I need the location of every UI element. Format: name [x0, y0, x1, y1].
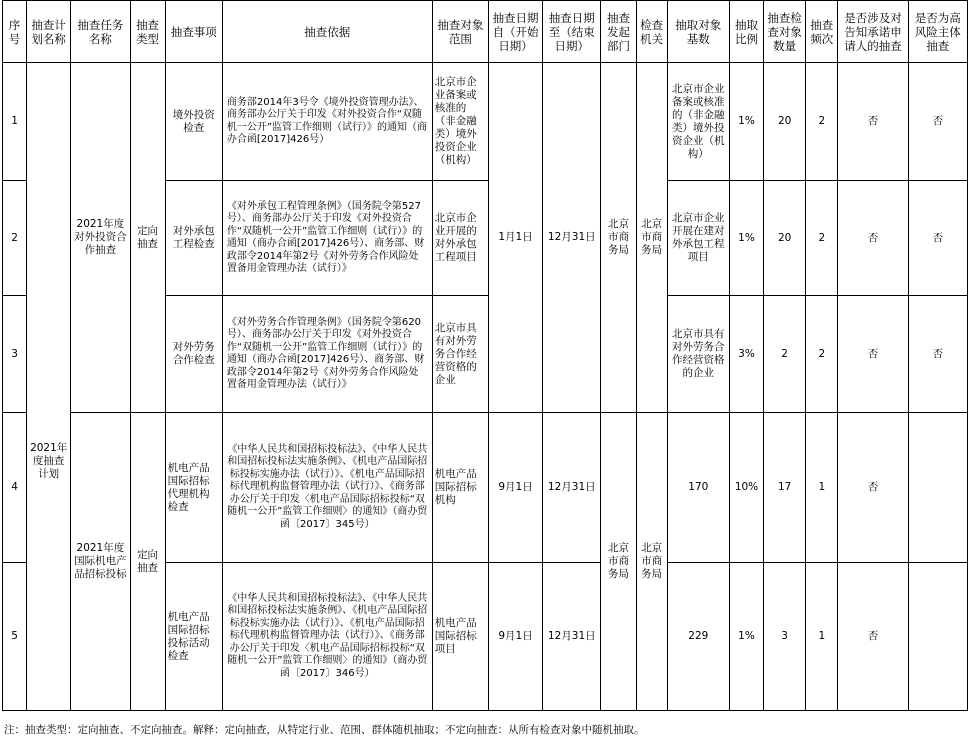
cell-type: 定向抽查 — [130, 413, 165, 711]
cell-promise: 否 — [838, 296, 908, 413]
cell-ratio: 1% — [729, 181, 763, 296]
cell-base: 170 — [667, 413, 729, 563]
table-row — [3, 413, 968, 563]
cell-risk: 否 — [908, 296, 967, 413]
cell-count: 17 — [764, 413, 806, 563]
cell-promise: 否 — [838, 181, 908, 296]
cell-date-to: 12月31日 — [543, 63, 601, 413]
cell-freq: 1 — [806, 563, 838, 711]
cell-basis: 商务部2014年3号令《境外投资管理办法》、商务部办公厅关于印发《对外投资合作“双随机一公开”监管工作细则（试行）》的通知（商办合函[2017]426号） — [222, 63, 432, 181]
header-risk: 是否为高风险主体抽查 — [908, 1, 967, 63]
cell-date-to: 12月31日 — [543, 413, 601, 563]
cell-base: 北京市企业备案或核准的（非金融类）境外投资企业（机构） — [667, 63, 729, 181]
cell-scope: 北京市企业备案或核准的（非金融类）境外投资企业（机构） — [432, 63, 488, 181]
cell-promise: 否 — [838, 413, 908, 563]
header-date-to: 抽查日期至（结束日期） — [543, 1, 601, 63]
cell-ratio: 1% — [729, 63, 763, 181]
cell-seq: 1 — [3, 63, 27, 181]
cell-scope: 北京市具有对外劳务合作经营资格的企业 — [432, 296, 488, 413]
cell-promise: 否 — [838, 563, 908, 711]
cell-count: 2 — [764, 296, 806, 413]
cell-task-name: 2021年度国际机电产品招标投标 — [71, 413, 130, 711]
cell-item: 境外投资检查 — [165, 63, 222, 181]
cell-type: 定向抽查 — [130, 63, 165, 413]
cell-seq: 4 — [3, 413, 27, 563]
cell-count: 20 — [764, 181, 806, 296]
cell-date-from: 1月1日 — [488, 63, 542, 413]
cell-dept: 北京市商务局 — [601, 63, 636, 413]
header-basis: 抽查依据 — [222, 1, 432, 63]
header-base: 抽取对象基数 — [667, 1, 729, 63]
cell-count: 20 — [764, 63, 806, 181]
header-promise: 是否涉及对告知承诺申请人的抽查 — [838, 1, 908, 63]
cell-seq: 2 — [3, 181, 27, 296]
cell-dept: 北京市商务局 — [601, 413, 636, 711]
cell-base: 北京市具有对外劳务合作经营资格的企业 — [667, 296, 729, 413]
cell-count: 3 — [764, 563, 806, 711]
header-count: 抽查检查对象数量 — [764, 1, 806, 63]
cell-ratio: 10% — [729, 413, 763, 563]
cell-base: 北京市企业开展在建对外承包工程项目 — [667, 181, 729, 296]
cell-plan-name: 2021年度抽查计划 — [27, 63, 71, 711]
header-type: 抽查类型 — [130, 1, 165, 63]
header-plan-name: 抽查计划名称 — [27, 1, 71, 63]
cell-seq: 3 — [3, 296, 27, 413]
cell-risk: 否 — [908, 181, 967, 296]
cell-item: 对外劳务合作检查 — [165, 296, 222, 413]
cell-organ: 北京市商务局 — [636, 63, 667, 413]
cell-risk — [908, 413, 967, 563]
cell-basis: 《中华人民共和国招标投标法》、《中华人民共和国招标投标法实施条例》、《机电产品国际招标投标实施办法（试行）》、《机电产品国际招标代理机构监督管理办法（试行）》、《商务部办公厅关于印发〈机电产品国际招标投标“双随机一公开”监管工作细则〉的通知》（商办贸函〔2017〕345号） — [222, 413, 432, 563]
cell-item: 机电产品国际招标投标活动检查 — [165, 563, 222, 711]
cell-freq: 2 — [806, 181, 838, 296]
cell-freq: 1 — [806, 413, 838, 563]
cell-ratio: 3% — [729, 296, 763, 413]
inspection-plan-table — [2, 0, 968, 711]
cell-date-to: 12月31日 — [543, 563, 601, 711]
header-seq: 序号 — [3, 1, 27, 63]
cell-freq: 2 — [806, 296, 838, 413]
cell-risk — [908, 563, 967, 711]
cell-basis: 《对外劳务合作管理条例》（国务院令第620号）、商务部办公厅关于印发《对外投资合作“双随机一公开”监管工作细则（试行）》的通知（商办合函[2017]426号）、商务部、财政部令2014年第2号《对外劳务合作风险处置备用金管理办法（试行）》 — [222, 296, 432, 413]
header-item: 抽查事项 — [165, 1, 222, 63]
header-task-name: 抽查任务名称 — [71, 1, 130, 63]
cell-item: 机电产品国际招标代理机构检查 — [165, 413, 222, 563]
cell-basis: 《中华人民共和国招标投标法》、《中华人民共和国招标投标法实施条例》、《机电产品国际招标投标实施办法（试行）》、《机电产品国际招标代理机构监督管理办法（试行）》、《商务部办公厅关于印发〈机电产品国际招标投标“双随机一公开”监管工作细则〉的通知》（商办贸函〔2017〕346号） — [222, 563, 432, 711]
cell-date-from: 9月1日 — [488, 563, 542, 711]
header-row — [3, 1, 968, 63]
cell-scope: 机电产品国际招标项目 — [432, 563, 488, 711]
cell-organ: 北京市商务局 — [636, 413, 667, 711]
header-organ: 检查机关 — [636, 1, 667, 63]
footnote: 注：抽查类型：定向抽查、不定向抽查。解释：定向抽查，从特定行业、范围、群体随机抽取；不定向抽查：从所有检查对象中随机抽取。 — [4, 724, 645, 736]
cell-item: 对外承包工程检查 — [165, 181, 222, 296]
header-freq: 抽查频次 — [806, 1, 838, 63]
cell-scope: 机电产品国际招标机构 — [432, 413, 488, 563]
cell-ratio: 1% — [729, 563, 763, 711]
header-date-from: 抽查日期自（开始日期） — [488, 1, 542, 63]
cell-basis: 《对外承包工程管理条例》（国务院令第527号）、商务部办公厅关于印发《对外投资合作“双随机一公开”监管工作细则（试行）》的通知（商办合函[2017]426号）、商务部、财政部令2014年第2号《对外劳务合作风险处置备用金管理办法（试行）》 — [222, 181, 432, 296]
cell-promise: 否 — [838, 63, 908, 181]
header-ratio: 抽取比例 — [729, 1, 763, 63]
cell-task-name: 2021年度对外投资合作抽查 — [71, 63, 130, 413]
cell-seq: 5 — [3, 563, 27, 711]
cell-risk: 否 — [908, 63, 967, 181]
cell-base: 229 — [667, 563, 729, 711]
cell-freq: 2 — [806, 63, 838, 181]
header-scope: 抽查对象范围 — [432, 1, 488, 63]
cell-date-from: 9月1日 — [488, 413, 542, 563]
table-row — [3, 63, 968, 181]
header-dept: 抽查发起部门 — [601, 1, 636, 63]
cell-scope: 北京市企业开展的对外承包工程项目 — [432, 181, 488, 296]
